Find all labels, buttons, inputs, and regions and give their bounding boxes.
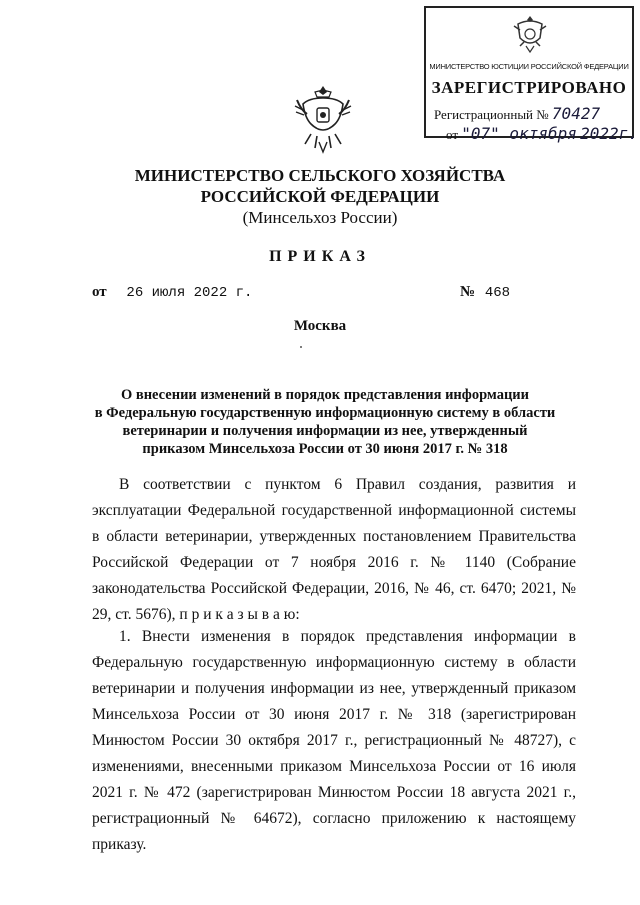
stamp-date-year: 2022г.: [580, 124, 638, 143]
ministry-short-name: (Минсельхоз России): [242, 208, 398, 227]
date-label: от: [92, 284, 107, 300]
document-type: ПРИКАЗ: [269, 248, 371, 265]
body-paragraph-2: [92, 624, 576, 858]
document-city: Москва: [293, 318, 347, 334]
stamp-ministry: МИНИСТЕРСТВО ЮСТИЦИИ РОССИЙСКОЙ ФЕДЕРАЦИИ: [429, 62, 629, 71]
stamp-reg-value: 70427: [551, 104, 601, 123]
number-value: 468: [484, 285, 511, 301]
stamp-date-prefix: от: [446, 127, 459, 142]
date-value: 26 июля 2022 г.: [126, 285, 253, 301]
paragraph-text: 1. Внести изменения в порядок представления информации в Федеральную государственную информационную систему в области ветеринарии и получения информации из нее, утвержденный приказом Минсельхоза России от 30 июня 2017 г. № 318 (зарегистрирован Минюстом России 30 октября 2017 г., регистрационный № 48727), с изменениями, внесенными приказом Минсельхоза России от 16 июля 2021 г. № 472 (зарегистрирован Минюстом России 18 августа 2021 г., регистрационный № 64672), согласно приложению к настоящему приказу.: [92, 628, 576, 853]
title-line: О внесении изменений в порядок представления информации: [120, 387, 530, 403]
ministry-title-line-2: РОССИЙСКОЙ ФЕДЕРАЦИИ: [200, 187, 440, 206]
coat-of-arms-icon: [293, 84, 353, 156]
body-paragraph-1: [92, 472, 576, 628]
coat-of-arms-small-icon: [510, 12, 550, 56]
stamp-status: ЗАРЕГИСТРИРОВАНО: [431, 78, 627, 97]
registration-stamp: [424, 6, 638, 143]
stamp-reg-date: [446, 124, 638, 143]
stamp-reg-label: Регистрационный №: [434, 107, 549, 122]
title-line: в Федеральную государственную информационную систему в области: [94, 405, 556, 421]
number-label: №: [460, 284, 476, 300]
stamp-reg-number: [434, 104, 600, 123]
document-title: [80, 386, 570, 458]
title-line: приказом Минсельхоза России от 30 июня 2017 г. № 318: [142, 441, 508, 457]
document-date: [92, 284, 252, 301]
stamp-date-handwritten: "07" октября: [461, 124, 577, 143]
title-line: ветеринарии и получения информации из нее, утвержденный: [122, 423, 528, 439]
paragraph-text: В соответствии с пунктом 6 Правил создания, развития и эксплуатации Федеральной государственной информационной системы в области ветеринарии, утвержденных постановлением Правительства Российской Федерации от 7 ноября 2016 г. № 1140 (Собрание законодательства Российской Федерации, 2016, № 46, ст. 6470; 2021, № 29, ст. 5676), п р и к а з ы в а ю:: [92, 476, 576, 623]
ministry-title-line-1: МИНИСТЕРСТВО СЕЛЬСКОГО ХОЗЯЙСТВА: [134, 166, 506, 185]
document-number: [460, 284, 510, 301]
ink-dot: [300, 346, 302, 348]
